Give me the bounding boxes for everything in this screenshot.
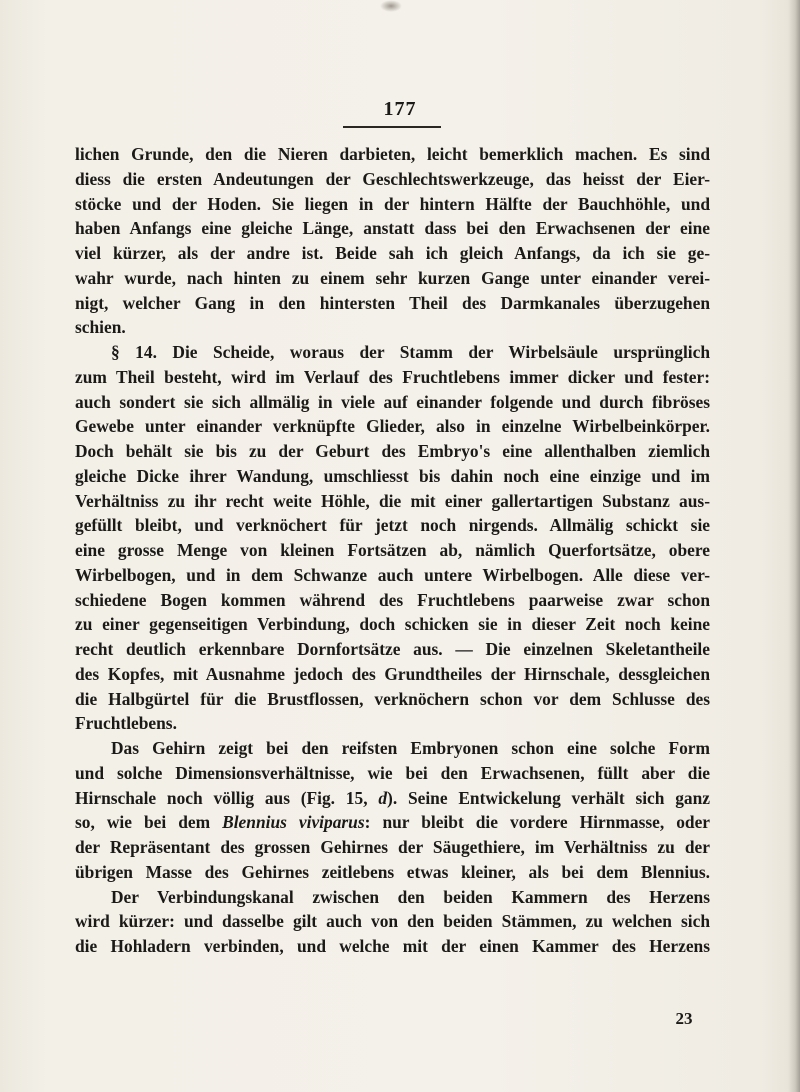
text-line: nigt, welcher Gang in den hintersten Theil des Darmkanales überzugehen: [75, 292, 710, 313]
text-line: zum Theil besteht, wird im Verlauf des Fruchtlebens immer dicker und fester:: [75, 366, 710, 387]
text-segment: Hirnschale noch völlig aus (Fig. 15,: [75, 787, 379, 808]
text-line: des Kopfes, mit Ausnahme jedoch des Grundtheiles der Hirnschale, dessgleichen: [75, 663, 710, 684]
text-line: stöcke und der Hoden. Sie liegen in der hintern Hälfte der Bauchhöhle, und: [75, 193, 710, 214]
text-line: Doch behält sie bis zu der Geburt des Embryo's eine allenthalben ziemlich: [75, 441, 710, 461]
text-line: Fruchtlebens.: [75, 713, 177, 734]
text-line: lichen Grunde, den die Nieren darbieten, leicht bemerklich machen. Es sind: [75, 144, 710, 164]
text-line: haben Anfangs eine gleiche Länge, anstatt dass bei den Erwachsenen der eine: [75, 218, 710, 239]
text-line: schien.: [75, 317, 126, 338]
text-line: viel kürzer, als der andre ist. Beide sah ich gleich Anfangs, da ich sie ge-: [75, 243, 710, 263]
italic-term: Blennius viviparus: [222, 812, 365, 833]
text-line: [75, 810, 710, 835]
text-line: [75, 786, 710, 811]
text-line: Das Gehirn zeigt bei den reifsten Embryonen schon eine solche Form: [111, 738, 710, 758]
text-line: übrigen Masse des Gehirnes zeitlebens etwas kleiner, als bei dem Blennius.: [75, 861, 710, 882]
text-line: Gewebe unter einander verknüpfte Glieder, also in einzelne Wirbelbeinkörper.: [75, 416, 710, 437]
text-line: die Halbgürtel für die Brustflossen, verknöchern schon vor dem Schlusse des: [75, 688, 710, 709]
italic-term: d: [378, 787, 388, 808]
ink-spot: [380, 0, 402, 12]
text-segment: ). Seine Entwickelung verhält sich ganz: [387, 787, 710, 808]
text-line: Wirbelbogen, und in dem Schwanze auch untere Wirbelbogen. Alle diese ver-: [75, 564, 710, 585]
text-line: eine grosse Menge von kleinen Fortsätzen ab, nämlich Querfortsätze, obere: [75, 540, 710, 560]
text-line: § 14. Die Scheide, woraus der Stamm der Wirbelsäule ursprünglich: [111, 342, 710, 362]
text-line: wird kürzer: und dasselbe gilt auch von den beiden Stämmen, zu welchen sich: [75, 911, 710, 932]
text-line: zu einer gegenseitigen Verbindung, doch schicken sie in dieser Zeit noch keine: [75, 614, 710, 635]
text-segment: : nur bleibt die vordere Hirnmasse, oder: [364, 812, 711, 833]
header-rule: [343, 126, 441, 128]
text-line: der Repräsentant des grossen Gehirnes der Säugethiere, im Verhältniss zu der: [75, 837, 710, 857]
text-line: Verhältniss zu ihr recht weite Höhle, die mit einer gallertartigen Substanz aus-: [75, 490, 710, 511]
text-line: Der Verbindungskanal zwischen den beiden Kammern des Herzens: [111, 886, 710, 907]
text-line: und solche Dimensionsverhältnisse, wie bei den Erwachsenen, füllt aber die: [75, 762, 710, 783]
text-line: die Hohladern verbinden, und welche mit der einen Kammer des Herzens: [75, 936, 710, 956]
text-line: wahr wurde, nach hinten zu einem sehr kurzen Gange unter einander verei-: [75, 267, 710, 288]
signature-mark: 23: [675, 1009, 693, 1028]
body-text: [75, 142, 710, 959]
text-line: auch sondert sie sich allmälig in viele auf einander folgende und durch fibröses: [75, 391, 710, 412]
text-line: gefüllt bleibt, und verknöchert für jetzt noch nirgends. Allmälig schickt sie: [75, 515, 710, 536]
text-line: diess die ersten Andeutungen der Geschlechtswerkzeuge, das heisst der Eier-: [75, 168, 710, 189]
text-line: gleiche Dicke ihrer Wandung, umschliesst bis dahin noch eine einzige und im: [75, 465, 710, 486]
page-number: 177: [383, 98, 417, 120]
page-edge-shadow: [788, 0, 800, 1092]
text-line: recht deutlich erkennbare Dornfortsätze aus. — Die einzelnen Skeletantheile: [75, 639, 710, 659]
text-segment: so, wie bei dem: [75, 812, 223, 833]
text-line: schiedene Bogen kommen während des Fruchtlebens paarweise zwar schon: [75, 589, 710, 610]
